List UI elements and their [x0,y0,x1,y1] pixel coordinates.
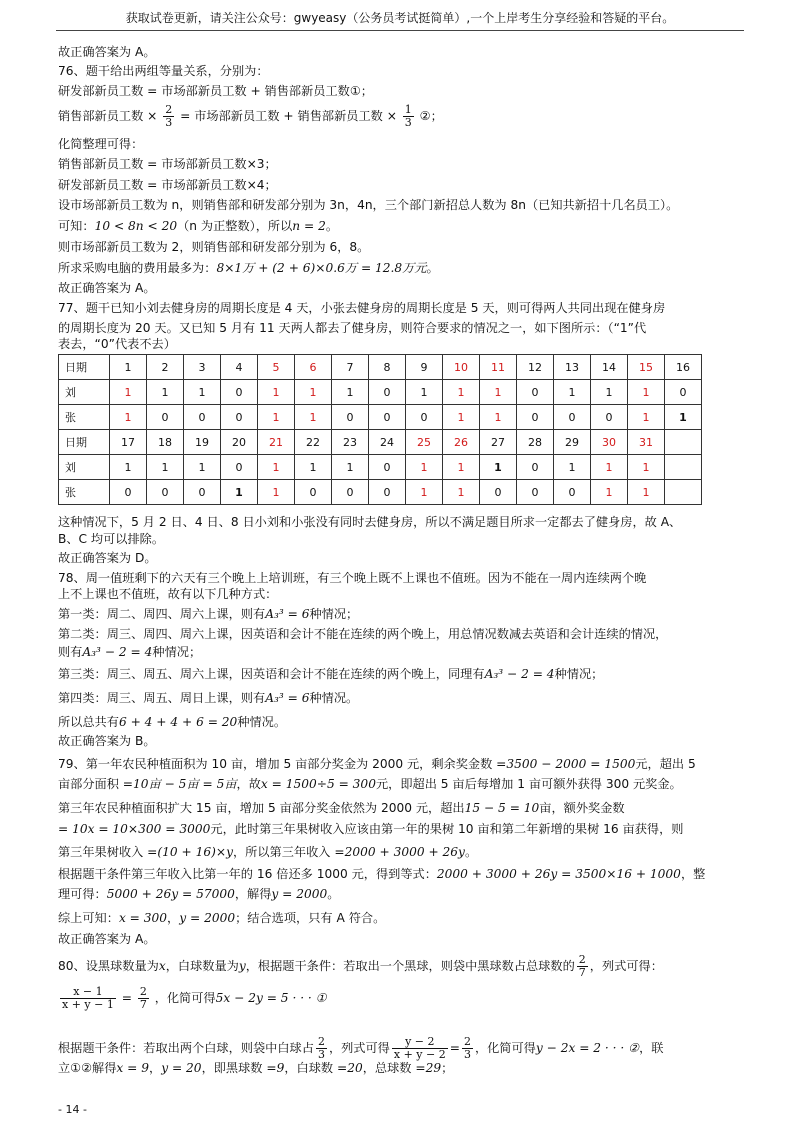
q77-explain: B、C 均可以排除。 [58,532,165,546]
table-row [59,355,702,380]
table-cell: 26 [443,430,480,455]
q78-text: 上不上课也不值班，故有以下几种方式： [58,587,278,601]
table-cell: 1 [110,380,147,405]
row-label: 张 [59,480,110,505]
table-cell: 9 [406,355,443,380]
table-cell: 0 [110,480,147,505]
table-cell: 13 [554,355,591,380]
table-cell: 23 [332,430,369,455]
table-cell: 14 [591,355,628,380]
table-cell: 0 [221,405,258,430]
table-cell: 7 [332,355,369,380]
table-cell: 1 [591,380,628,405]
q76-eq4: 研发部新员工数 = 市场部新员工数×4； [58,178,277,192]
table-cell: 1 [258,480,295,505]
table-cell: 16 [665,355,702,380]
table-cell: 11 [480,355,517,380]
fraction-2-3: $\frac{2}{3}$ [165,103,173,129]
table-cell: 0 [369,380,406,405]
answer-line: 故正确答案为 A。 [58,45,156,59]
table-cell [665,480,702,505]
row-label: 日期 [59,430,110,455]
table-cell: 19 [184,430,221,455]
q80-solution: 立①②解得x = 9，y = 20，即黑球数 =9，白球数 =20，总球数 =29； [58,1061,454,1075]
fraction-2-7: $\frac{2}{7}$ [578,953,586,979]
table-cell: 0 [184,480,221,505]
table-cell: 0 [591,405,628,430]
q76-values: 则市场部新员工数为 2，则销售部和研发部分别为 6，8。 [58,240,370,254]
page-header: 获取试卷更新，请关注公众号：gwyeasy（公务员考试挺简单）,一个上岸考生分享经验和答疑的平台。 [125,11,675,25]
table-cell: 3 [184,355,221,380]
table-cell: 0 [221,380,258,405]
table-cell: 0 [517,405,554,430]
table-cell: 1 [147,380,184,405]
table-cell: 1 [554,455,591,480]
table-cell: 0 [369,455,406,480]
table-cell: 0 [517,480,554,505]
table-cell: 0 [332,480,369,505]
q78-case4: 第四类：周三、周五、周日上课，则有A₃³ = 6种情况。 [58,691,359,705]
q78-case2: 第二类：周三、周四、周六上课，因英语和会计不能在连续的两个晚上，用总情况数减去英语和会计连续的情况， [58,627,668,641]
table-cell: 1 [591,480,628,505]
table-cell: 22 [295,430,332,455]
table-cell: 0 [221,455,258,480]
table-cell: 1 [258,455,295,480]
q77-text: 的周期长度为 20 天。又已知 5 月有 11 天两人都去了健身房，则符合要求的情况之一，如下图所示：（“1”代 [58,321,647,335]
q76-setup: 设市场部新员工数为 n，则销售部和研发部分别为 3n，4n，三个部门新招总人数为 8n（已知共新招十几名员工）。 [58,198,679,212]
table-cell: 1 [332,455,369,480]
q80-eq2: 根据题干条件：若取出两个白球，则袋中白球占 $\frac{2}{3}$ ，列式可得 $\frac{y - 2}{x + y - 2}$ = $\frac{2}{3}$ ，化简可得y − 2x = 2 · · · ②，联 [58,1035,664,1061]
table-cell: 1 [184,380,221,405]
table-cell: 1 [443,405,480,430]
q78-text: 78、周一值班剩下的六天有三个晚上上培训班，有三个晚上既不上课也不值班。因为不能在一周内连续两个晚 [58,571,647,585]
table-cell: 1 [295,405,332,430]
q76-range: 可知：10 < 8n < 20（n 为正整数），所以n = 2。 [58,219,339,233]
table-cell: 1 [443,480,480,505]
table-cell: 1 [295,380,332,405]
q76-cost: 所求采购电脑的费用最多为：8×1万 + (2 + 6)×0.6万 = 12.8万元。 [58,261,439,275]
table-cell [665,455,702,480]
table-cell: 1 [443,455,480,480]
q80-eq1: $\frac{x - 1}{x + y - 1}$ = $\frac{2}{7}$ ，化简可得5x − 2y = 5 · · · ① [62,985,327,1011]
table-cell: 0 [295,480,332,505]
page-number: - 14 - [58,1103,87,1116]
table-cell: 0 [369,480,406,505]
table-cell: 24 [369,430,406,455]
table-cell: 5 [258,355,295,380]
table-cell: 0 [480,480,517,505]
fraction-y-2: $\frac{y - 2}{x + y - 2}$ [393,1035,446,1061]
table-row [59,480,702,505]
q79-text: = 10x = 10×300 = 3000元，此时第三年果树收入应该由第一年的果树 10 亩和第二年新增的果树 16 亩获得，则 [58,822,684,836]
table-cell: 0 [147,405,184,430]
table-cell: 1 [665,405,702,430]
table-cell: 0 [554,480,591,505]
table-cell: 1 [628,380,665,405]
table-cell: 1 [147,455,184,480]
q76-simplify: 化简整理可得： [58,137,144,151]
q76-eq2: 销售部新员工数 × $\frac{2}{3}$ = 市场部新员工数 + 销售部新员工数 × $\frac{1}{3}$ ②； [58,103,443,129]
answer-line: 故正确答案为 B。 [58,734,156,748]
q79-summary: 综上可知：x = 300，y = 2000；结合选项，只有 A 符合。 [58,911,386,925]
table-cell: 0 [517,455,554,480]
table-cell: 17 [110,430,147,455]
q79-text: 79、第一年农民种植面积为 10 亩，增加 5 亩部分奖金为 2000 元，剩余奖金数 =3500 − 2000 = 1500元，超出 5 [58,757,696,771]
table-cell: 1 [628,455,665,480]
q79-text: 第三年农民种植面积扩大 15 亩，增加 5 亩部分奖金依然为 2000 元，超出15 − 5 = 10亩，额外奖金数 [58,801,625,815]
table-cell: 20 [221,430,258,455]
fraction-1-3: $\frac{1}{3}$ [404,103,412,129]
fraction-x-1: $\frac{x - 1}{x + y - 1}$ [62,985,114,1011]
table-cell: 31 [628,430,665,455]
row-label: 刘 [59,455,110,480]
table-cell: 1 [480,380,517,405]
fraction-2-3: $\frac{2}{3}$ [317,1035,325,1061]
table-cell: 1 [554,380,591,405]
header-divider [56,30,744,31]
table-cell: 1 [443,380,480,405]
table-cell: 1 [406,455,443,480]
q76-eq3: 销售部新员工数 = 市场部新员工数×3； [58,157,277,171]
table-cell: 28 [517,430,554,455]
q77-text: 表去，“0”代表不去） [58,337,176,351]
q79-text: 根据题干条件第三年收入比第一年的 16 倍还多 1000 元，得到等式：2000 + 3000 + 26y = 3500×16 + 1000，整 [58,867,706,881]
table-cell: 1 [221,480,258,505]
q76-eq1: 研发部新员工数 = 市场部新员工数 + 销售部新员工数①； [58,84,373,98]
table-cell: 0 [517,380,554,405]
gym-schedule-table [58,354,702,505]
table-cell: 1 [406,380,443,405]
table-cell: 1 [110,455,147,480]
table-cell: 1 [110,355,147,380]
answer-line: 故正确答案为 D。 [58,551,157,565]
row-label: 日期 [59,355,110,380]
table-cell: 1 [332,380,369,405]
table-row [59,455,702,480]
row-label: 刘 [59,380,110,405]
q77-explain: 这种情况下，5 月 2 日、4 日、8 日小刘和小张没有同时去健身房，所以不满足题目所求一定都去了健身房，故 A、 [58,515,682,529]
table-cell: 15 [628,355,665,380]
answer-line: 故正确答案为 A。 [58,932,156,946]
table-cell: 0 [184,405,221,430]
fraction-2-7: $\frac{2}{7}$ [139,985,147,1011]
table-cell: 21 [258,430,295,455]
q78-case2-result: 则有A₃³ − 2 = 4种情况； [58,645,202,659]
table-cell: 4 [221,355,258,380]
q77-text: 77、题干已知小刘去健身房的周期长度是 4 天，小张去健身房的周期长度是 5 天，则可得两人共同出现在健身房 [58,301,666,315]
table-cell: 1 [480,455,517,480]
table-cell: 1 [184,455,221,480]
table-cell: 27 [480,430,517,455]
row-label: 张 [59,405,110,430]
q78-case1: 第一类：周二、周四、周六上课，则有A₃³ = 6种情况； [58,607,359,621]
q79-text: 亩部分面积 =10亩 − 5亩 = 5亩，故x = 1500÷5 = 300元，即超出 5 亩后每增加 1 亩可额外获得 300 元奖金。 [58,777,682,791]
table-cell: 0 [369,405,406,430]
table-cell: 29 [554,430,591,455]
q79-text: 理可得：5000 + 26y = 57000，解得y = 2000。 [58,887,340,901]
table-cell: 2 [147,355,184,380]
table-cell [665,430,702,455]
table-cell: 1 [258,405,295,430]
table-cell: 1 [628,480,665,505]
table-cell: 1 [628,405,665,430]
table-cell: 0 [665,380,702,405]
table-cell: 10 [443,355,480,380]
table-cell: 8 [369,355,406,380]
table-cell: 0 [406,405,443,430]
table-cell: 1 [295,455,332,480]
table-cell: 1 [591,455,628,480]
answer-line: 故正确答案为 A。 [58,281,156,295]
q80-text: 80、设黑球数量为x，白球数量为y，根据题干条件：若取出一个黑球，则袋中黑球数占总球数的 $\frac{2}{7}$ ，列式可得： [58,953,663,979]
q78-total: 所以总共有6 + 4 + 4 + 6 = 20种情况。 [58,715,287,729]
fraction-2-3: $\frac{2}{3}$ [463,1035,471,1061]
table-row [59,430,702,455]
table-cell: 18 [147,430,184,455]
table-row [59,380,702,405]
table-cell: 12 [517,355,554,380]
q78-case3: 第三类：周三、周五、周六上课，因英语和会计不能在连续的两个晚上，同理有A₃³ − 2 = 4种情况； [58,667,604,681]
table-cell: 0 [332,405,369,430]
table-cell: 6 [295,355,332,380]
table-cell: 1 [406,480,443,505]
table-cell: 0 [147,480,184,505]
table-cell: 1 [258,380,295,405]
table-cell: 25 [406,430,443,455]
table-cell: 0 [554,405,591,430]
table-cell: 1 [110,405,147,430]
table-cell: 1 [480,405,517,430]
q76-intro: 76、题干给出两组等量关系，分别为： [58,64,269,78]
table-row [59,405,702,430]
q79-text: 第三年果树收入 =(10 + 16)×y，所以第三年收入 =2000 + 3000 + 26y。 [58,845,478,859]
table-cell: 30 [591,430,628,455]
